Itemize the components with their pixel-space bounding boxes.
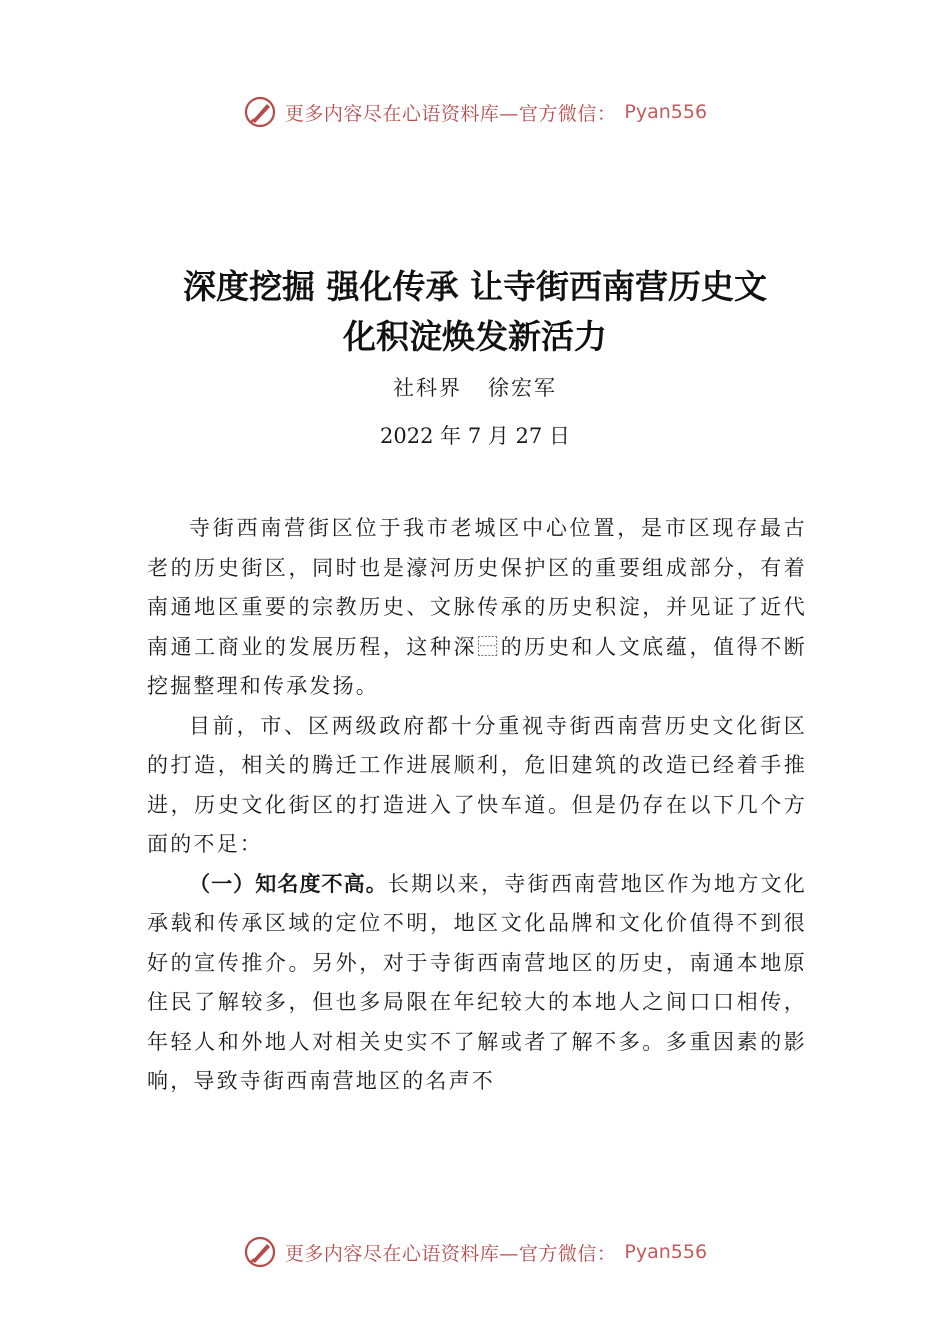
watermark-handle: Pyan556: [624, 101, 708, 123]
paragraph-status: 目前，市、区两级政府都十分重视寺街西南营历史文化街区的打造，相关的腾迁工作进展顺利，危旧建筑的改造已经着手推进，历史文化街区的打造进入了快车道。但是仍存在以下几个方面的不足：: [147, 713, 807, 856]
watermark-text: 更多内容尽在心语资料库—官方微信：: [284, 1242, 617, 1265]
paragraph-intro: 寺街西南营街区位于我市老城区中心位置，是市区现存最古老的历史街区，同时也是濠河历史保护区的重要组成部分，有着南通地区重要的宗教历史、文脉传承的历史积淀，并见证了近代南通工商业的发展历程，这种深⿱的历史和人文底蕴，值得不断挖掘整理和传承发扬。: [147, 516, 807, 698]
watermark-handle: Pyan556: [624, 1241, 708, 1263]
quill-logo-icon: [243, 1235, 277, 1269]
title-line-1: 深度挖掘 强化传承 让寺街西南营历史文: [183, 267, 767, 306]
section-1-text: 长期以来，寺街西南营地区作为地方文化承载和传承区域的定位不明，地区文化品牌和文化价值得不到很好的宣传推介。另外，对于寺街西南营地区的历史，南通本地原住民了解较多，但也多局限在年纪较大的本地人之间口口相传，年轻人和外地人对相关史实不了解或者了解不多。多重因素的影响，导致寺街西南营地区的名声不: [147, 871, 807, 1093]
title-line-2: 化积淀焕发新活力: [343, 317, 607, 356]
header-watermark: [0, 92, 950, 132]
author-line: [0, 372, 950, 402]
watermark-text: 更多内容尽在心语资料库—官方微信：: [284, 102, 617, 125]
quill-logo-icon: [243, 95, 277, 129]
author-name: 徐宏军: [488, 376, 557, 400]
publish-date: 2022 年 7 月 27 日: [380, 424, 570, 448]
article-title: [140, 262, 810, 362]
paragraph-section-1: [147, 865, 807, 1102]
footer-watermark: [0, 1232, 950, 1272]
author-org: 社科界: [393, 376, 462, 400]
section-1-heading: （一）知名度不高。: [189, 871, 388, 896]
article-body: [147, 509, 807, 1102]
